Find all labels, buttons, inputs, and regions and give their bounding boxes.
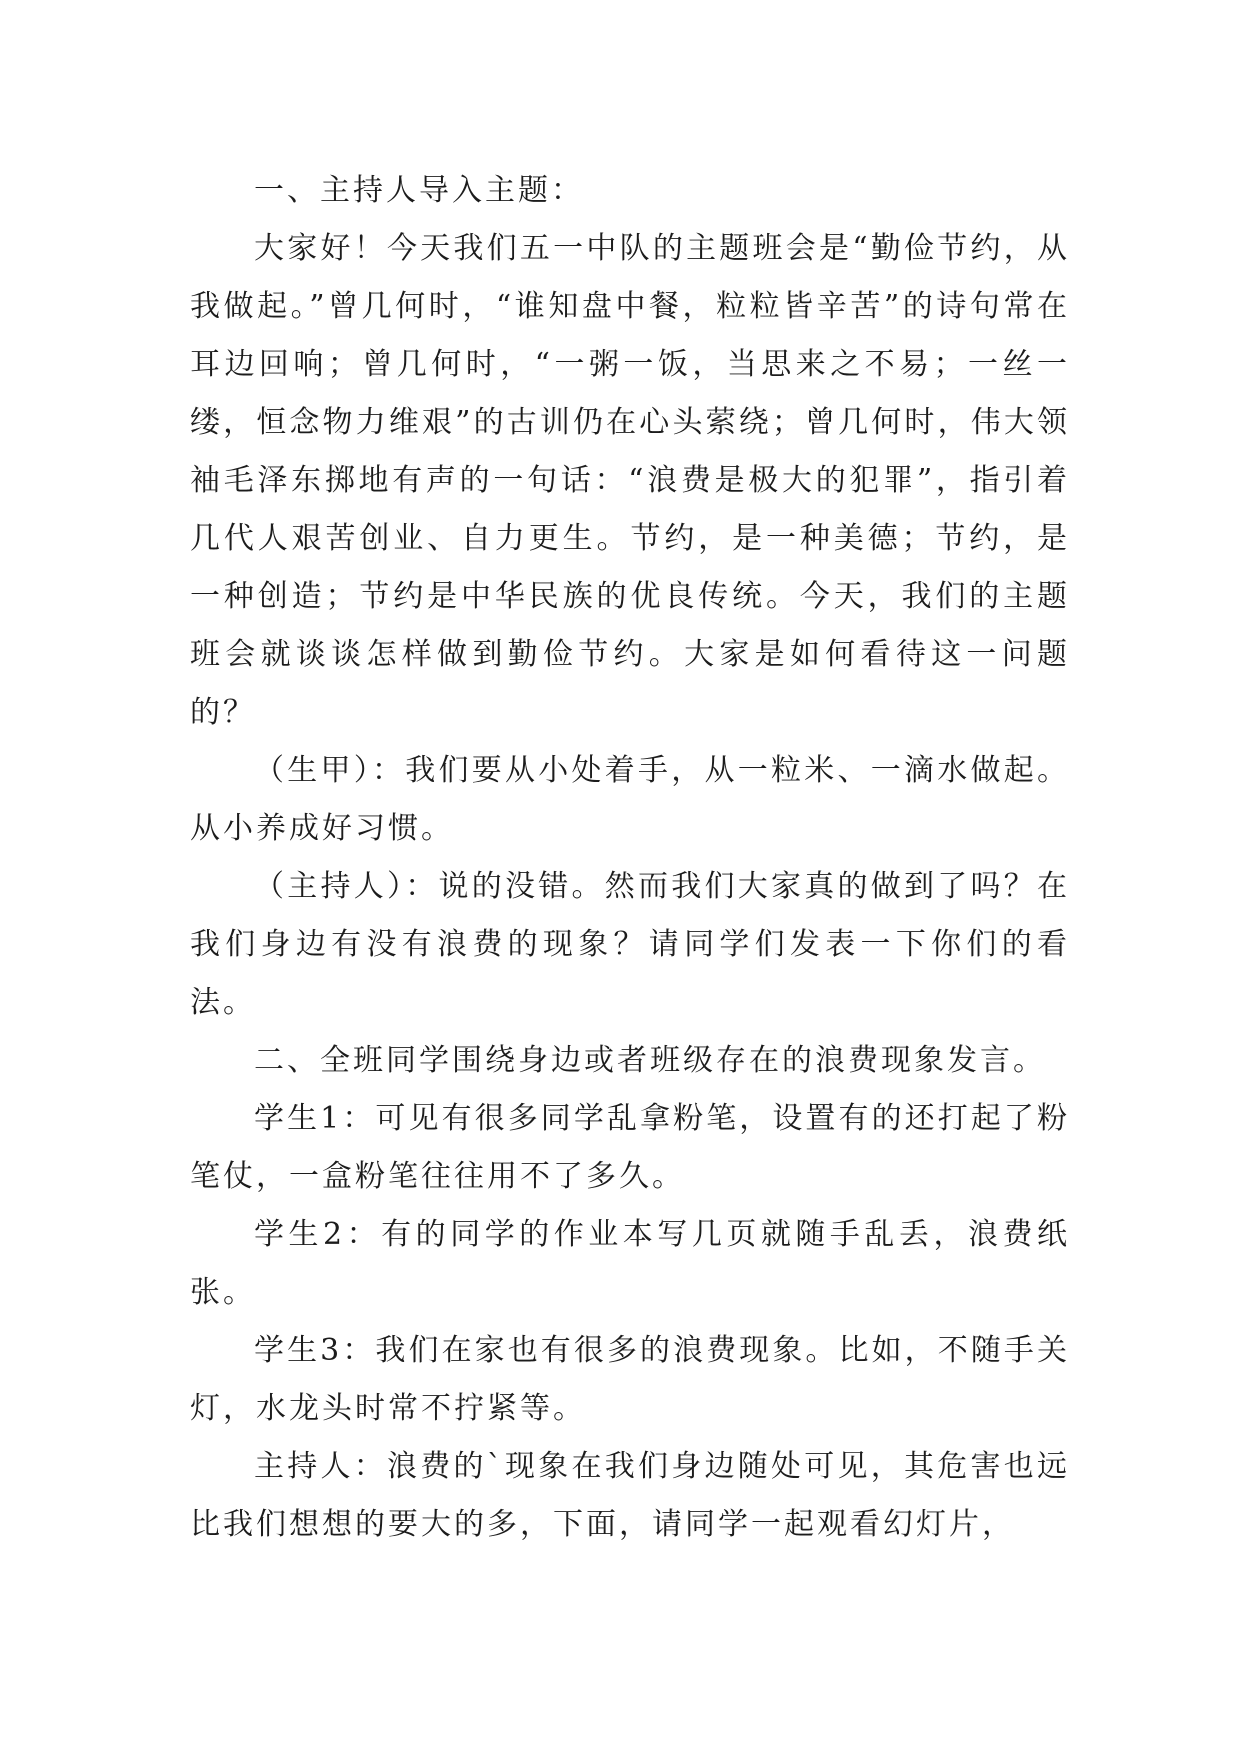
document-body (190, 162, 1070, 1554)
section-heading-class-discussion: 二、全班同学围绕身边或者班级存在的浪费现象发言。 (254, 1043, 1046, 1078)
section-heading-host-intro: 一、主持人导入主题： (254, 173, 584, 208)
paragraph-host-question: （主持人）：说的没错。然而我们大家真的做到了吗？在我们身边有没有浪费的现象？请同学们发表一下你们的看法。 (190, 869, 1070, 1020)
paragraph-student-3: 学生3：我们在家也有很多的浪费现象。比如，不随手关灯，水龙头时常不拧紧等。 (190, 1333, 1070, 1426)
paragraph-student-2: 学生2：有的同学的作业本写几页就随手乱丢，浪费纸张。 (190, 1217, 1070, 1310)
paragraph-host-summary: 主持人：浪费的`现象在我们身边随处可见，其危害也远比我们想想的要大的多，下面，请同学一起观看幻灯片， (190, 1449, 1070, 1542)
paragraph-student-a: （生甲）：我们要从小处着手，从一粒米、一滴水做起。从小养成好习惯。 (190, 753, 1070, 846)
paragraph-host-opening: 大家好！今天我们五一中队的主题班会是“勤俭节约，从我做起。”曾几何时，“谁知盘中餐，粒粒皆辛苦”的诗句常在耳边回响；曾几何时，“一粥一饭，当思来之不易；一丝一缕，恒念物力维艰”的古训仍在心头萦绕；曾几何时，伟大领袖毛泽东掷地有声的一句话：“浪费是极大的犯罪”，指引着几代人艰苦创业、自力更生。节约，是一种美德；节约，是一种创造；节约是中华民族的优良传统。今天，我们的主题班会就谈谈怎样做到勤俭节约。大家是如何看待这一问题的？ (190, 231, 1070, 730)
paragraph-student-1: 学生1：可见有很多同学乱拿粉笔，设置有的还打起了粉笔仗，一盒粉笔往往用不了多久。 (190, 1101, 1070, 1194)
